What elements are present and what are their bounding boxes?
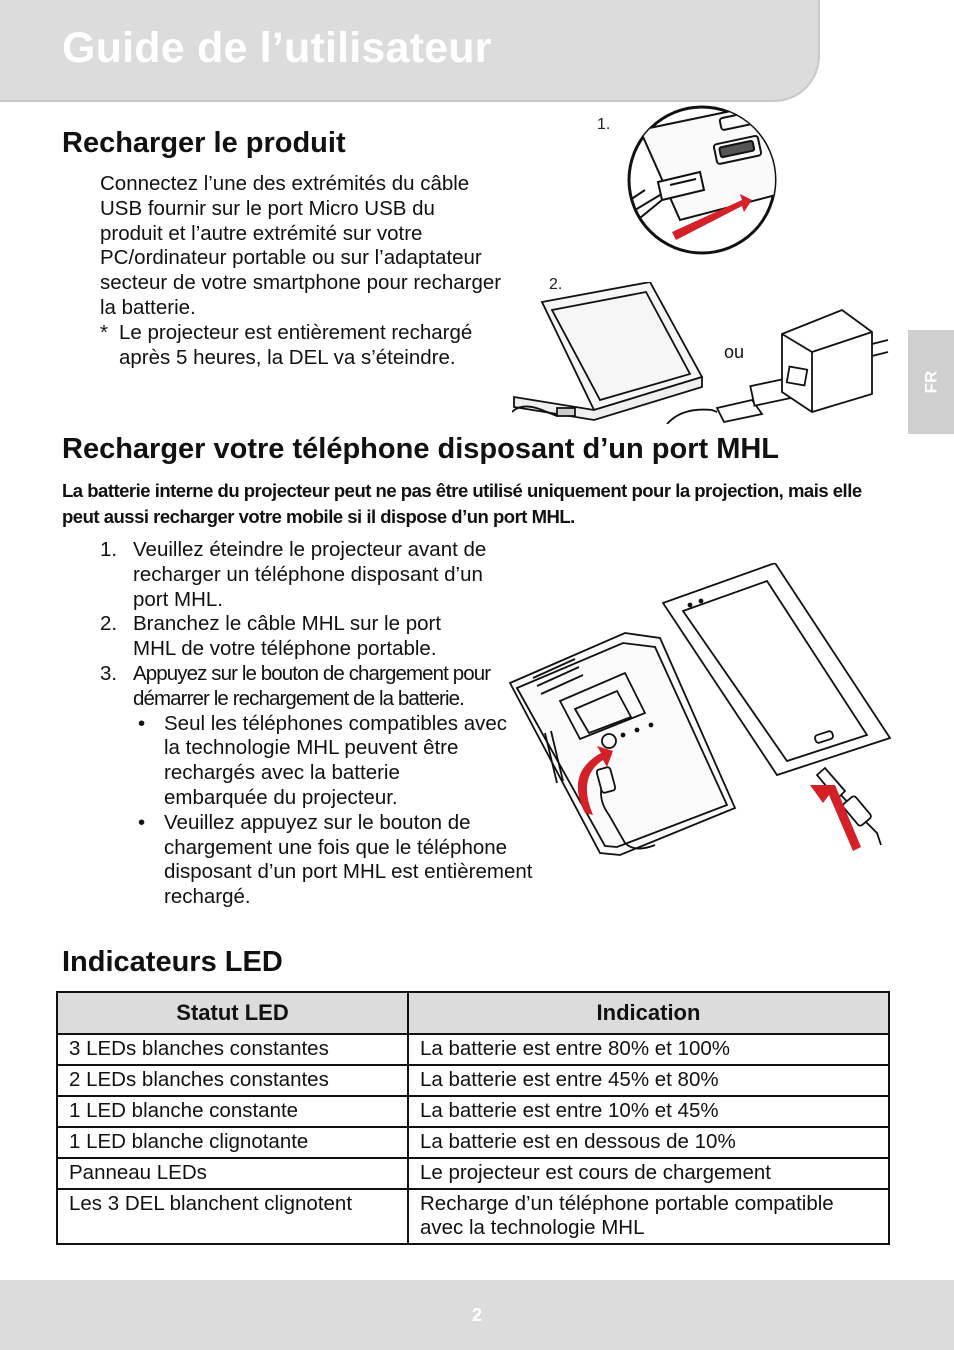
column-header-indication: Indication <box>408 992 889 1034</box>
footer-band <box>0 1280 954 1350</box>
step-number: 3. <box>100 661 118 685</box>
figure-or-label: ou <box>724 342 745 362</box>
led-indication-cell: Recharge d’un téléphone portable compatible avec la technologie MHL <box>408 1189 889 1244</box>
led-indication-cell: La batterie est entre 45% et 80% <box>408 1065 889 1096</box>
section1-note <box>100 321 500 396</box>
language-tab <box>908 330 954 434</box>
step-number: 2. <box>100 612 118 636</box>
led-indication-cell: La batterie est entre 10% et 45% <box>408 1096 889 1127</box>
table-header-row <box>57 992 889 1034</box>
language-tab-label: FR <box>920 370 940 394</box>
note-text: Le projecteur est entièrement rechargé après 5 heures, la DEL va s’éteindre. <box>119 321 473 369</box>
note-marker: * <box>100 321 108 344</box>
led-indication-cell: Le projecteur est cours de chargement <box>408 1158 889 1189</box>
list-item <box>100 538 505 612</box>
micro-usb-closeup-illustration <box>620 100 800 280</box>
section-title-mhl-charging: Recharger votre téléphone disposant d’un port MHL <box>62 433 780 465</box>
page-number: 2 <box>471 1304 482 1325</box>
header-band <box>0 0 820 102</box>
figure-label-1: 1. <box>597 116 611 133</box>
table-row <box>57 1034 889 1065</box>
projector-and-phone-illustration <box>505 563 895 861</box>
table-row <box>57 1158 889 1189</box>
led-status-cell: Panneau LEDs <box>57 1158 408 1189</box>
led-status-table <box>56 991 890 1245</box>
list-item <box>100 712 509 811</box>
led-indication-cell: La batterie est entre 80% et 100% <box>408 1034 889 1065</box>
bullet-text: Seul les téléphones compatibles avec la technologie MHL peuvent être rechargés avec la batterie embarquée du projecteur. <box>164 711 508 809</box>
step-text: Veuillez éteindre le projecteur avant de recharger un téléphone disposant d’un port MHL. <box>133 538 487 611</box>
bullet-marker: • <box>138 810 146 834</box>
table-row <box>57 1065 889 1096</box>
figure-label-2: 2. <box>549 276 563 293</box>
step-text: Branchez le câble MHL sur le port MHL de votre téléphone portable. <box>133 612 442 661</box>
bullet-marker: • <box>138 711 146 735</box>
led-status-cell: 1 LED blanche constante <box>57 1096 408 1127</box>
led-indication-cell: La batterie est en dessous de 10% <box>408 1127 889 1158</box>
table-row <box>57 1127 889 1158</box>
list-item <box>100 612 478 662</box>
column-header-status: Statut LED <box>57 992 408 1034</box>
section-title-led-indicators: Indicateurs LED <box>62 946 283 978</box>
section-title-recharge-product: Recharger le produit <box>62 127 346 159</box>
led-status-cell: 3 LEDs blanches constantes <box>57 1034 408 1065</box>
section2-intro: La batterie interne du projecteur peut ne pas être utilisé uniquement pour la projection, mais elle peut aussi recharger votre mobile si il dispose d’un port MHL. <box>62 480 862 527</box>
table-row <box>57 1096 889 1127</box>
table-row <box>57 1189 889 1244</box>
list-item <box>100 662 498 712</box>
page-title: Guide de l’utilisateur <box>62 24 492 72</box>
step-number: 1. <box>100 538 118 561</box>
led-status-cell: 2 LEDs blanches constantes <box>57 1065 408 1096</box>
step-text: Appuyez sur le bouton de chargement pour démarrer le rechargement de la batterie. <box>133 661 491 710</box>
led-status-cell: 1 LED blanche clignotante <box>57 1127 408 1158</box>
bullet-text: Veuillez appuyez sur le bouton de chargement une fois que le téléphone disposant d’un port MHL est entièrement rechargé. <box>164 810 533 909</box>
led-status-cell: Les 3 DEL blanchent clignotent <box>57 1189 408 1244</box>
section1-body: Connectez l’une des extrémités du câble USB fournir sur le port Micro USB du produit et l’autre extrémité sur votre PC/ordinateur portable ou sur l’adaptateur secteur de votre smartphone pour recharger la batterie. <box>100 172 502 319</box>
laptop-and-adapter-illustration <box>512 282 902 424</box>
